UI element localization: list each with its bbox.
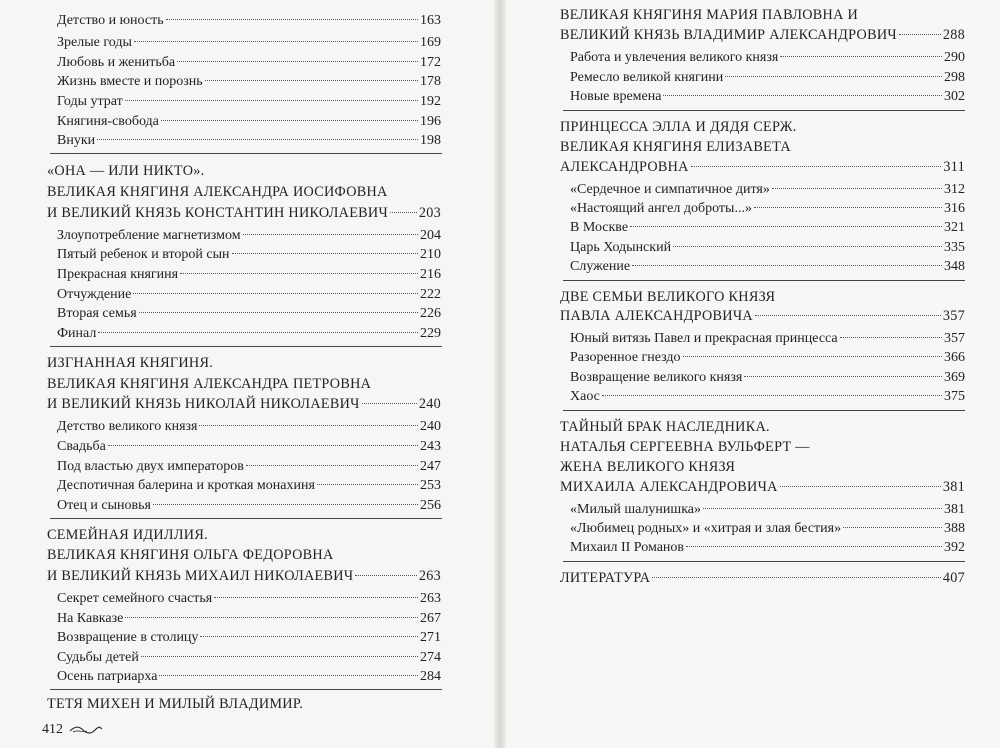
toc-entry[interactable]: Любовь и женитьба 172 <box>57 55 441 70</box>
toc-entry[interactable]: Пятый ребенок и второй сын 210 <box>57 247 441 262</box>
toc-entry[interactable]: Судьбы детей 274 <box>57 650 441 665</box>
toc-entry[interactable]: Прекрасная княгиня 216 <box>57 267 441 282</box>
section-divider <box>563 280 965 281</box>
toc-entry[interactable]: Годы утрат 192 <box>57 94 441 109</box>
section-title: ВЕЛИКАЯ КНЯГИНЯ ЕЛИЗАВЕТА <box>560 139 791 155</box>
toc-entry[interactable]: Детство и юность 163 <box>57 13 441 28</box>
toc-entry[interactable]: Работа и увлечения великого князя 290 <box>570 50 965 65</box>
section-divider <box>50 689 442 690</box>
section-divider <box>563 410 965 411</box>
section-title: ВЕЛИКАЯ КНЯГИНЯ АЛЕКСАНДРА ПЕТРОВНА <box>47 376 372 392</box>
toc-entry[interactable]: Разоренное гнездо 366 <box>570 350 965 365</box>
toc-entry[interactable]: Княгиня-свобода 196 <box>57 114 441 129</box>
page-folio <box>42 722 103 738</box>
section-title: ТАЙНЫЙ БРАК НАСЛЕДНИКА. <box>560 419 770 435</box>
toc-entry[interactable]: Секрет семейного счастья 263 <box>57 591 441 606</box>
toc-entry[interactable]: Злоупотребление магнетизмом 204 <box>57 228 441 243</box>
toc-entry[interactable]: Вторая семья 226 <box>57 306 441 321</box>
section-title: ПРИНЦЕССА ЭЛЛА И ДЯДЯ СЕРЖ. <box>560 119 797 135</box>
toc-entry[interactable]: «Настоящий ангел доброты...» 316 <box>570 201 965 216</box>
toc-entry[interactable]: Ремесло великой княгини 298 <box>570 70 965 85</box>
toc-entry[interactable]: «Любимец родных» и «хитрая и злая бестия» 388 <box>570 521 965 536</box>
toc-entry[interactable]: Новые времена 302 <box>570 89 965 104</box>
toc-entry[interactable]: Юный витязь Павел и прекрасная принцесса 357 <box>570 331 965 346</box>
section-title: ДВЕ СЕМЬИ ВЕЛИКОГО КНЯЗЯ <box>560 289 776 305</box>
toc-entry[interactable]: Возвращение великого князя 369 <box>570 370 965 385</box>
toc-entry[interactable]: Жизнь вместе и порознь 178 <box>57 74 441 89</box>
section-heading-entry[interactable]: АЛЕКСАНДРОВНА 311 <box>560 159 965 175</box>
toc-entry[interactable]: Свадьба 243 <box>57 439 441 454</box>
toc-entry[interactable]: Зрелые годы 169 <box>57 35 441 50</box>
section-title: ЖЕНА ВЕЛИКОГО КНЯЗЯ <box>560 459 736 475</box>
toc-entry[interactable]: Хаос 375 <box>570 389 965 404</box>
toc-entry[interactable]: Детство великого князя 240 <box>57 419 441 434</box>
toc-entry[interactable]: Осень патриарха 284 <box>57 669 441 684</box>
section-heading-entry[interactable]: И ВЕЛИКИЙ КНЯЗЬ КОНСТАНТИН НИКОЛАЕВИЧ 203 <box>47 205 441 221</box>
toc-entry[interactable]: На Кавказе 267 <box>57 611 441 626</box>
toc-entry[interactable]: Финал 229 <box>57 326 441 341</box>
book-gutter <box>494 0 506 748</box>
left-page <box>0 0 494 748</box>
section-title: «ОНА — ИЛИ НИКТО». <box>47 163 205 179</box>
section-title: ТЕТЯ МИХЕН И МИЛЫЙ ВЛАДИМИР. <box>47 696 304 712</box>
section-title: НАТАЛЬЯ СЕРГЕЕВНА ВУЛЬФЕРТ — <box>560 439 810 455</box>
toc-entry[interactable]: Михаил II Романов 392 <box>570 540 965 555</box>
section-divider <box>563 110 965 111</box>
toc-entry[interactable]: В Москве 321 <box>570 220 965 235</box>
section-heading-entry[interactable]: И ВЕЛИКИЙ КНЯЗЬ НИКОЛАЙ НИКОЛАЕВИЧ 240 <box>47 396 441 412</box>
toc-entry[interactable]: Возвращение в столицу 271 <box>57 630 441 645</box>
section-divider <box>50 518 442 519</box>
right-page <box>506 0 1000 748</box>
ornament-icon <box>69 725 103 735</box>
section-title: ИЗГНАННАЯ КНЯГИНЯ. <box>47 355 214 371</box>
toc-entry[interactable]: Царь Ходынский 335 <box>570 240 965 255</box>
section-title: ВЕЛИКАЯ КНЯГИНЯ МАРИЯ ПАВЛОВНА И <box>560 7 859 23</box>
toc-entry[interactable]: Отец и сыновья 256 <box>57 498 441 513</box>
toc-entry[interactable]: Отчуждение 222 <box>57 287 441 302</box>
toc-entry[interactable]: «Сердечное и симпатичное дитя» 312 <box>570 182 965 197</box>
toc-entry[interactable]: «Милый шалунишка» 381 <box>570 502 965 517</box>
section-heading-entry[interactable]: И ВЕЛИКИЙ КНЯЗЬ МИХАИЛ НИКОЛАЕВИЧ 263 <box>47 568 441 584</box>
section-title: СЕМЕЙНАЯ ИДИЛЛИЯ. <box>47 527 208 543</box>
section-divider <box>50 153 442 154</box>
toc-entry[interactable]: Под властью двух императоров 247 <box>57 459 441 474</box>
literature-entry[interactable]: ЛИТЕРАТУРА 407 <box>560 570 965 586</box>
section-heading-entry[interactable]: ВЕЛИКИЙ КНЯЗЬ ВЛАДИМИР АЛЕКСАНДРОВИЧ 288 <box>560 27 965 43</box>
section-title: ВЕЛИКАЯ КНЯГИНЯ АЛЕКСАНДРА ИОСИФОВНА <box>47 184 388 200</box>
section-heading-entry[interactable]: МИХАИЛА АЛЕКСАНДРОВИЧА 381 <box>560 479 965 495</box>
page-number: 412 <box>42 722 63 737</box>
section-title: ВЕЛИКАЯ КНЯГИНЯ ОЛЬГА ФЕДОРОВНА <box>47 547 334 563</box>
section-heading-entry[interactable]: ПАВЛА АЛЕКСАНДРОВИЧА 357 <box>560 308 965 324</box>
toc-entry[interactable]: Служение 348 <box>570 259 965 274</box>
section-divider <box>563 561 965 562</box>
section-divider <box>50 346 442 347</box>
toc-entry[interactable]: Внуки 198 <box>57 133 441 148</box>
toc-entry[interactable]: Деспотичная балерина и кроткая монахиня 253 <box>57 478 441 493</box>
